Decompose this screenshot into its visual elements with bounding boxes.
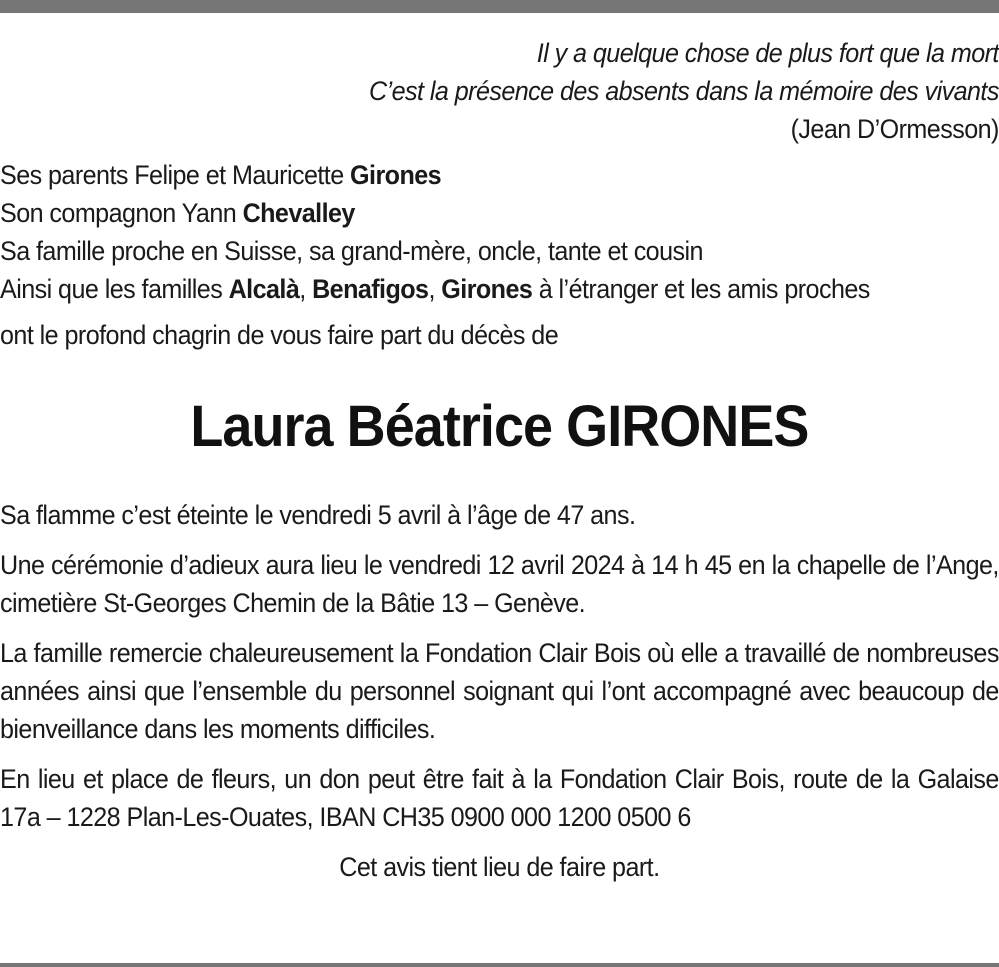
donation-paragraph: En lieu et place de fleurs, un don peut être fait à la Fondation Clair Bois, route de la Galaise 17a – 1228 Plan-Les-Ouates, IBAN CH35 0900 000 1200 0500 6 bbox=[0, 764, 999, 832]
epigraph-attribution: (Jean D’Ormesson) bbox=[790, 114, 999, 144]
parents-prefix: Ses parents Felipe et Mauricette bbox=[0, 160, 351, 190]
family-name-3: Girones bbox=[441, 274, 533, 304]
family-others bbox=[0, 270, 999, 308]
epigraph-line-1: Il y a quelque chose de plus fort que la mort bbox=[536, 38, 999, 68]
family-sep-1: , bbox=[299, 274, 313, 304]
companion-prefix: Son compagnon Yann bbox=[0, 198, 243, 228]
family-name-1: Alcalà bbox=[228, 274, 300, 304]
top-rule bbox=[0, 0, 999, 13]
notice-body bbox=[0, 34, 999, 913]
parents-surname: Girones bbox=[350, 160, 442, 190]
families-suffix: à l’étranger et les amis proches bbox=[532, 274, 870, 304]
family-extended: Sa famille proche en Suisse, sa grand-mère, oncle, tante et cousin bbox=[0, 236, 703, 266]
families-prefix: Ainsi que les familles bbox=[0, 274, 229, 304]
family-list bbox=[0, 156, 999, 308]
family-name-2: Benafigos bbox=[312, 274, 429, 304]
epigraph bbox=[0, 34, 999, 148]
closing-line: Cet avis tient lieu de faire part. bbox=[339, 852, 660, 882]
announcement-text: ont le profond chagrin de vous faire part du décès de bbox=[0, 320, 559, 350]
deceased-name: Laura Béatrice GIRONES bbox=[190, 394, 809, 459]
family-companion bbox=[0, 194, 999, 232]
family-sep-2: , bbox=[428, 274, 442, 304]
passing-paragraph: Sa flamme c’est éteinte le vendredi 5 avril à l’âge de 47 ans. bbox=[0, 500, 636, 530]
ceremony-paragraph: Une cérémonie d’adieux aura lieu le vendredi 12 avril 2024 à 14 h 45 en la chapelle de l’Ange, cimetière St-Georges Chemin de la Bâtie 13 – Genève. bbox=[0, 550, 999, 618]
family-parents bbox=[0, 156, 999, 194]
thanks-paragraph: La famille remercie chaleureusement la Fondation Clair Bois où elle a travaillé de nombreuses années ainsi que l’ensemble du personnel soignant qui l’ont accompagné avec beaucoup de bienveillance dans les moments difficiles. bbox=[0, 638, 999, 744]
companion-surname: Chevalley bbox=[242, 198, 355, 228]
bottom-rule bbox=[0, 963, 999, 967]
epigraph-line-2: C’est la présence des absents dans la mémoire des vivants bbox=[369, 76, 999, 106]
